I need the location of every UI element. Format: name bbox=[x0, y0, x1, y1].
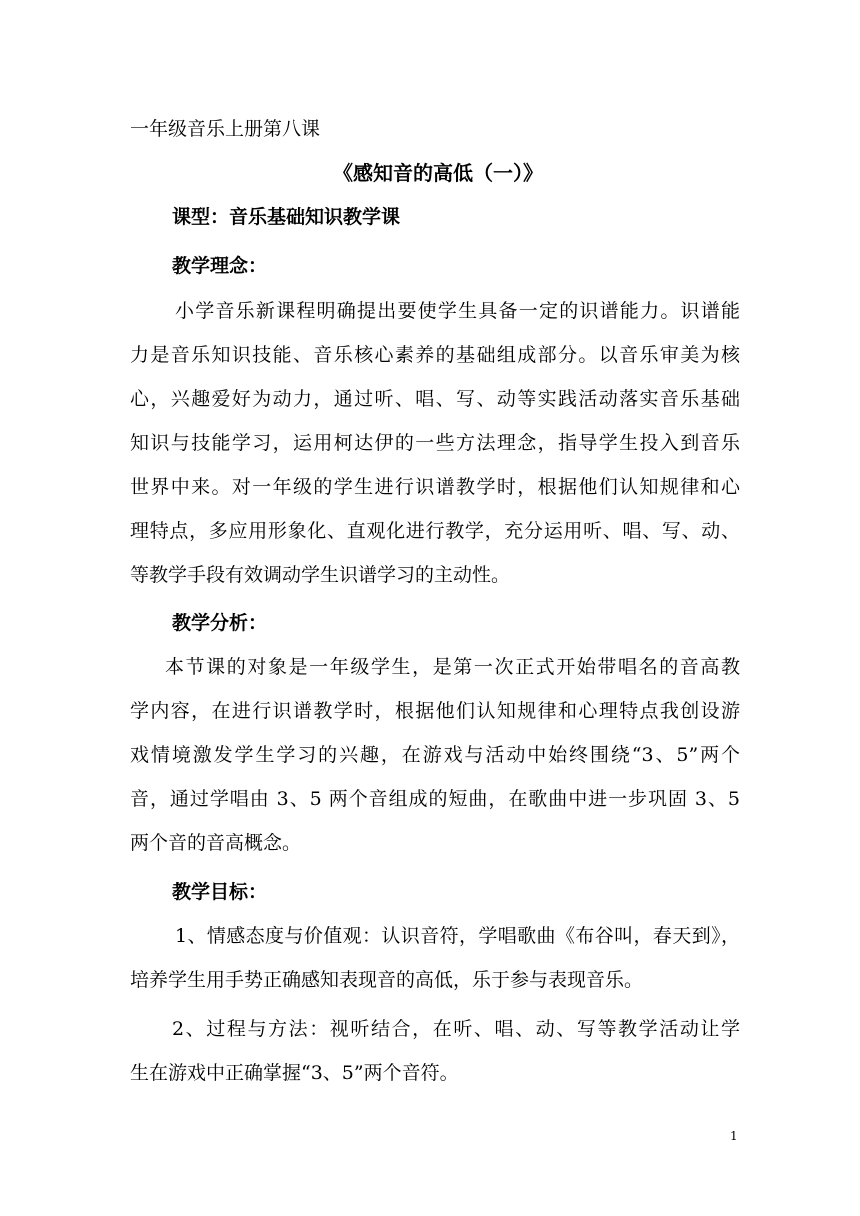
goal-item-2-line: 2、过程与方法：视听结合，在听、唱、动、写等教学活动让学 bbox=[172, 1018, 740, 1040]
philosophy-line: 理特点，多应用形象化、直观化进行教学，充分运用听、唱、写、动、 bbox=[130, 520, 740, 542]
philosophy-heading: 教学理念： bbox=[172, 255, 268, 277]
philosophy-line: 知识与技能学习，运用柯达伊的一些方法理念，指导学生投入到音乐 bbox=[130, 432, 740, 454]
philosophy-line: 小学音乐新课程明确提出要使学生具备一定的识谱能力。识谱能 bbox=[175, 300, 740, 322]
philosophy-line: 心，兴趣爱好为动力，通过听、唱、写、动等实践活动落实音乐基础 bbox=[130, 388, 740, 410]
philosophy-line: 力是音乐知识技能、音乐核心素养的基础组成部分。以音乐审美为核 bbox=[130, 344, 740, 366]
analysis-line: 音，通过学唱由 3、5 两个音组成的短曲，在歌曲中进一步巩固 3、5 bbox=[130, 788, 740, 810]
philosophy-line: 世界中来。对一年级的学生进行识谱教学时，根据他们认知规律和心 bbox=[130, 476, 740, 498]
analysis-line: 两个音的音高概念。 bbox=[130, 832, 302, 854]
analysis-line: 本节课的对象是一年级学生，是第一次正式开始带唱名的音高教 bbox=[165, 656, 740, 678]
goal-item-2-line: 生在游戏中正确掌握“3、5”两个音符。 bbox=[130, 1062, 459, 1084]
course-subtitle: 一年级音乐上册第八课 bbox=[130, 118, 321, 140]
analysis-heading: 教学分析： bbox=[172, 612, 268, 634]
page-number: 1 bbox=[730, 1129, 738, 1143]
lesson-title: 《感知音的高低（一）》 bbox=[333, 161, 543, 185]
analysis-line: 学内容，在进行识谱教学时，根据他们认知规律和心理特点我创设游 bbox=[130, 700, 740, 722]
analysis-line: 戏情境激发学生学习的兴趣，在游戏与活动中始终围绕“3、5”两个 bbox=[130, 744, 740, 766]
goals-heading: 教学目标： bbox=[172, 881, 268, 903]
lesson-type: 课型：音乐基础知识教学课 bbox=[172, 206, 401, 228]
goal-item-1-line: 1、情感态度与价值观：认识音符，学唱歌曲《布谷叫，春天到》， bbox=[175, 925, 740, 947]
philosophy-line: 等教学手段有效调动学生识谱学习的主动性。 bbox=[130, 564, 511, 586]
goal-item-1-line: 培养学生用手势正确感知表现音的高低，乐于参与表现音乐。 bbox=[130, 969, 644, 991]
